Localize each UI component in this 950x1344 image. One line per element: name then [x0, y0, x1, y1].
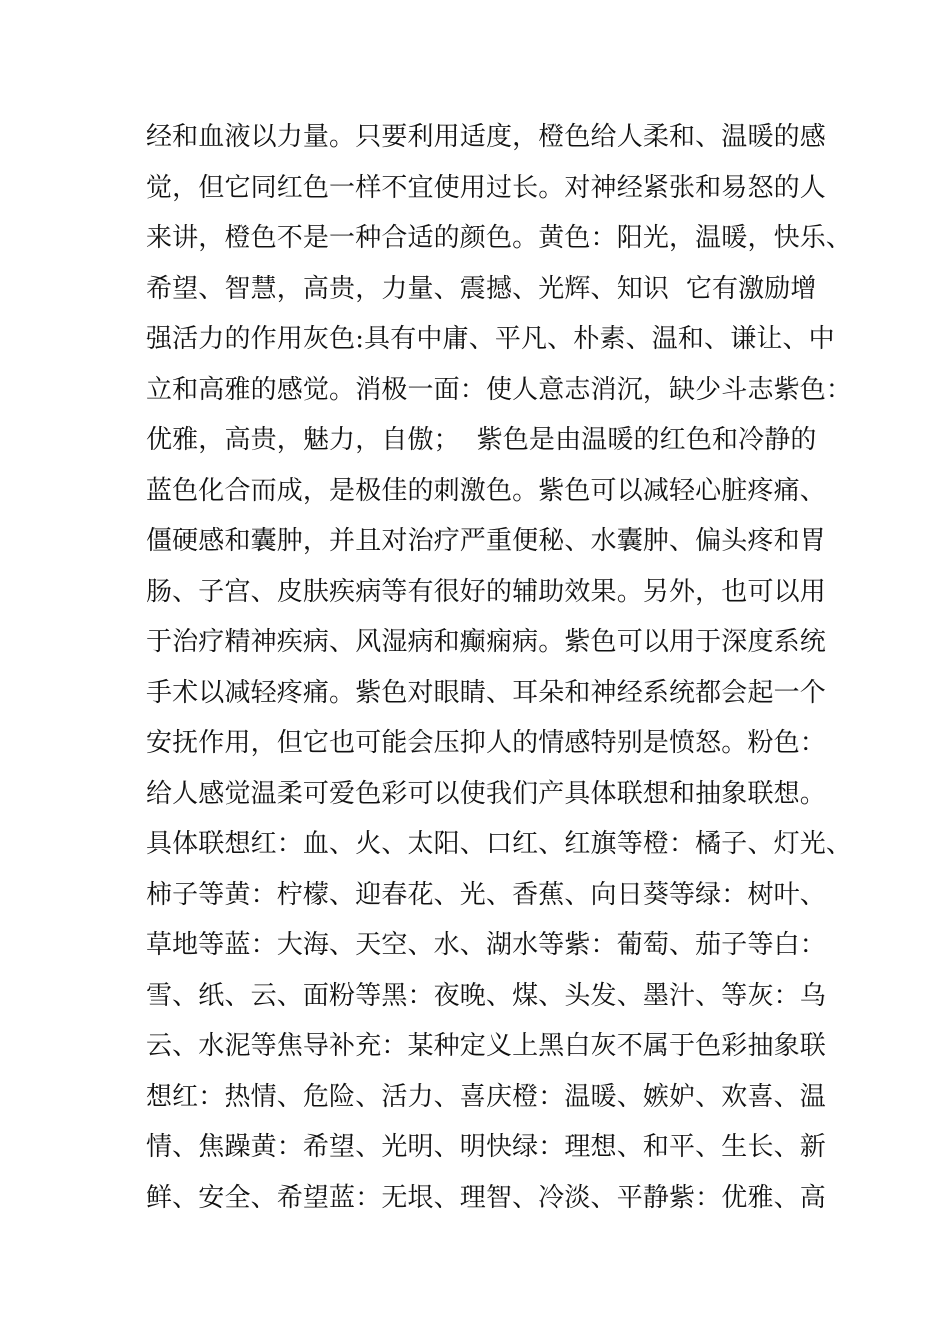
text-line: 安抚作用，但它也可能会压抑人的情感特别是愤怒。粉色： — [146, 728, 826, 758]
text-line: 给人感觉温柔可爱色彩可以使我们产具体联想和抽象联想。 — [146, 778, 826, 809]
text-line: 立和高雅的感觉。消极一面：使人意志消沉，缺少斗志紫色： — [146, 374, 853, 405]
text-line: 雪、纸、云、面粉等黑：夜晚、煤、头发、墨汁、等灰：乌 — [146, 980, 826, 1011]
text-line: 经和血液以力量。只要利用适度，橙色给人柔和、温暖的感 — [146, 122, 826, 152]
text-line: 于治疗精神疾病、风湿病和癫痫病。紫色可以用于深度系统 — [146, 627, 826, 657]
text-line: 来讲，橙色不是一种合适的颜色。黄色：阳光，温暖，快乐、 — [146, 223, 853, 253]
text-line: 具体联想红：血、火、太阳、口红、红旗等橙：橘子、灯光、 — [146, 829, 853, 859]
text-line: 鲜、安全、希望蓝：无垠、理智、冷淡、平静紫：优雅、高 — [146, 1182, 826, 1213]
text-line: 手术以减轻疼痛。紫色对眼睛、耳朵和神经系统都会起一个 — [146, 677, 826, 708]
text-line: 觉，但它同红色一样不宜使用过长。对神经紧张和易怒的人 — [146, 172, 826, 203]
text-line: 希望、智慧，高贵，力量、震撼、光辉、知识 它有激励增 — [146, 273, 817, 304]
text-line: 僵硬感和囊肿，并且对治疗严重便秘、水囊肿、偏头疼和胃 — [146, 526, 826, 556]
text-line: 云、水泥等焦导补充：某种定义上黑白灰不属于色彩抽象联 — [146, 1031, 826, 1061]
text-line: 草地等蓝：大海、天空、水、湖水等紫：葡萄、茄子等白： — [146, 930, 826, 960]
text-line: 蓝色化合而成，是极佳的刺激色。紫色可以减轻心脏疼痛、 — [146, 475, 826, 506]
text-line: 柿子等黄：柠檬、迎春花、光、香蕉、向日葵等绿：树叶、 — [146, 879, 826, 910]
text-line: 想红：热情、危险、活力、喜庆橙：温暖、嫉妒、欢喜、温 — [146, 1081, 826, 1112]
body-text — [146, 112, 853, 1223]
text-line: 优雅，高贵，魅力，自傲； 紫色是由温暖的红色和冷静的 — [146, 425, 817, 455]
text-line: 强活力的作用灰色:具有中庸、平凡、朴素、温和、谦让、中 — [146, 324, 835, 354]
text-line: 肠、子宫、皮肤疾病等有很好的辅助效果。另外，也可以用 — [146, 576, 826, 607]
text-line: 情、焦躁黄：希望、光明、明快绿：理想、和平、生长、新 — [146, 1132, 826, 1162]
